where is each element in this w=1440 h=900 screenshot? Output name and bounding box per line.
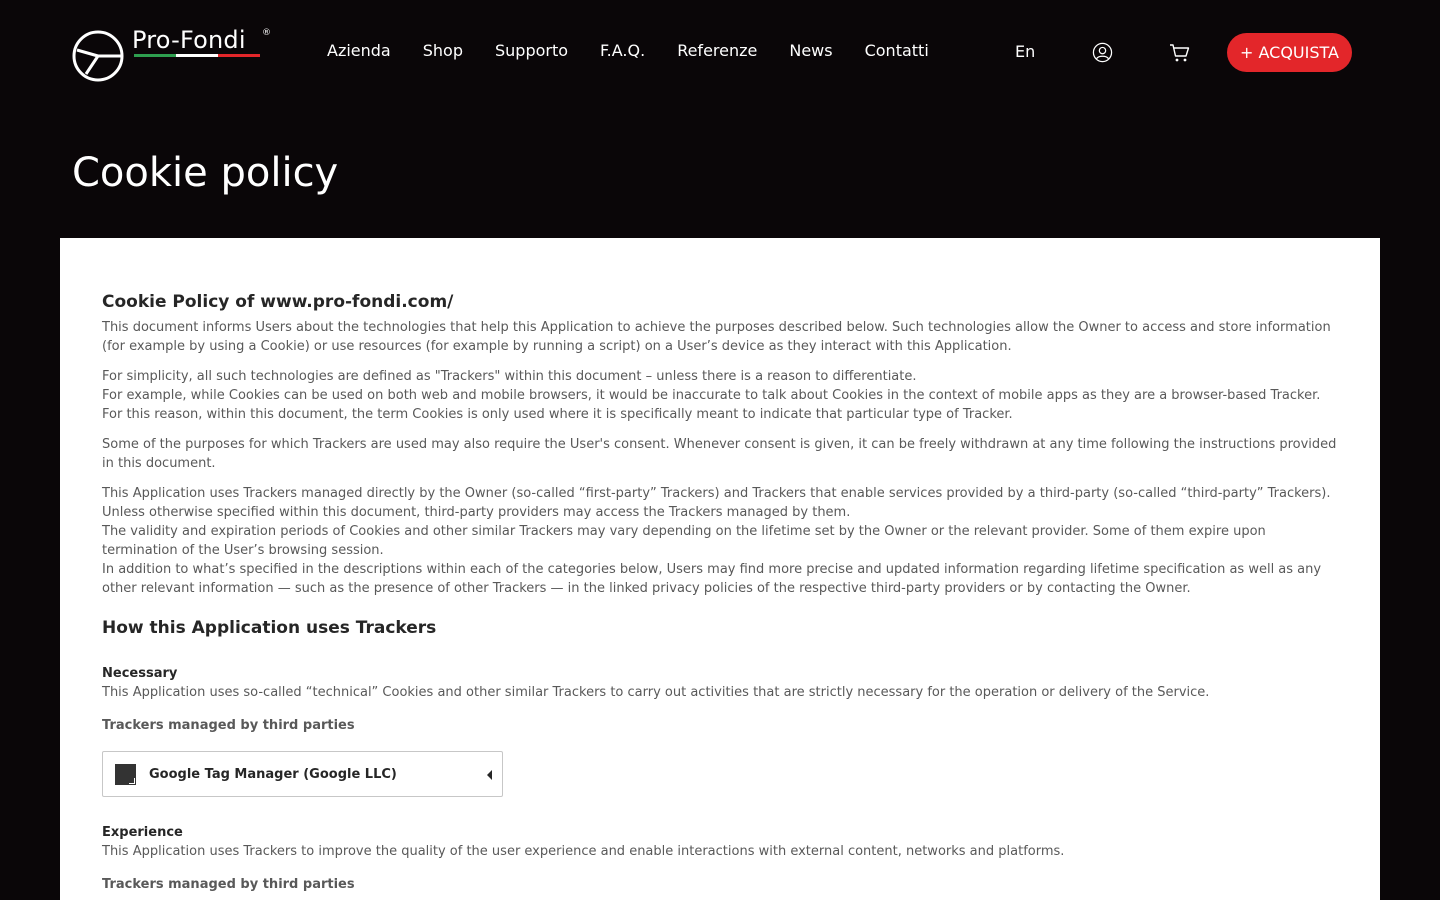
intro-paragraph: This document informs Users about the technologies that help this Application to achieve the purposes described below. Such technologies allow the Owner to access and store information (for example by using a Cookie) or use resources (for example by running a script) on a User’s device as they interact with this Application. (102, 320, 1331, 354)
nav-item-supporto[interactable]: Supporto (494, 41, 569, 60)
cart-icon[interactable] (1169, 43, 1191, 63)
experience-description: This Application uses Trackers to improve the quality of the user experience and enable interactions with external content, networks and platforms. (102, 844, 1065, 859)
policy-heading: Cookie Policy of www.pro-fondi.com/ (102, 292, 454, 312)
nav-item-contatti[interactable]: Contatti (864, 41, 929, 60)
tracker-name: Google Tag Manager (Google LLC) (149, 766, 397, 782)
necessary-description: This Application uses so-called “technical” Cookies and other similar Trackers to carry out activities that are strictly necessary for the operation or delivery of the Service. (102, 685, 1210, 700)
brand-logo[interactable] (72, 28, 272, 84)
registered-mark: ® (262, 28, 271, 38)
experience-third-party-label: Trackers managed by third parties (102, 877, 355, 892)
section-heading: How this Application uses Trackers (102, 618, 437, 638)
cookie-policy-content (60, 238, 1380, 900)
caret-left-icon (487, 770, 492, 780)
nav-item-faq[interactable]: F.A.Q. (600, 41, 646, 60)
consent-paragraph: Some of the purposes for which Trackers are used may also require the User's consent. Whenever consent is given, it can be freely withdrawn at any time following the instructions provided in this document. (102, 437, 1337, 471)
page-title: Cookie policy (72, 150, 339, 196)
nav-item-news[interactable]: News (789, 41, 833, 60)
first-third-party-paragraph: This Application uses Trackers managed directly by the Owner (so-called “first-party” Trackers) and Trackers that enable services provided by a third-party (so-called “third-party” Trackers). Unless otherwise specified within this document, third-party providers may access the Trackers managed by them. (102, 486, 1331, 520)
nav-item-azienda[interactable]: Azienda (327, 41, 391, 60)
user-account-icon[interactable] (1092, 42, 1113, 63)
site-header (0, 0, 1440, 105)
buy-button[interactable]: + ACQUISTA (1227, 33, 1352, 72)
trackers-definition-paragraph: For simplicity, all such technologies are defined as "Trackers" within this document – unless there is a reason to differentiate. (102, 369, 917, 384)
necessary-title: Necessary (102, 666, 178, 681)
validity-paragraph: The validity and expiration periods of Cookies and other similar Trackers may vary depending on the lifetime set by the Owner or the relevant provider. Some of them expire upon termination of the User’s browsing session. (102, 524, 1266, 558)
additional-info-paragraph: In addition to what’s specified in the descriptions within each of the categories below, Users may find more precise and updated information regarding lifetime specification as well as any other relevant information — such as the presence of other Trackers — in the linked privacy policies of the respective third-party providers or by contacting the Owner. (102, 562, 1322, 596)
logo-text: Pro-Fondi (132, 26, 246, 54)
language-switch[interactable]: En (1015, 42, 1036, 61)
logo-flag-stripe (134, 54, 260, 57)
cookies-context-paragraph: For example, while Cookies can be used on both web and mobile browsers, it would be inaccurate to talk about Cookies in the context of mobile apps as they are a browser-based Tracker. For this reason, within this document, the term Cookies is only used where it is specifically meant to indicate that particular type of Tracker. (102, 388, 1321, 422)
nav-item-shop[interactable]: Shop (422, 41, 463, 60)
necessary-third-party-label: Trackers managed by third parties (102, 718, 355, 733)
tracker-service-icon (115, 764, 136, 785)
steering-wheel-logo-icon (72, 28, 128, 84)
nav-item-referenze[interactable]: Referenze (677, 41, 758, 60)
experience-title: Experience (102, 825, 183, 840)
main-nav (327, 41, 961, 60)
tracker-expander-google-tag-manager[interactable] (102, 751, 503, 797)
